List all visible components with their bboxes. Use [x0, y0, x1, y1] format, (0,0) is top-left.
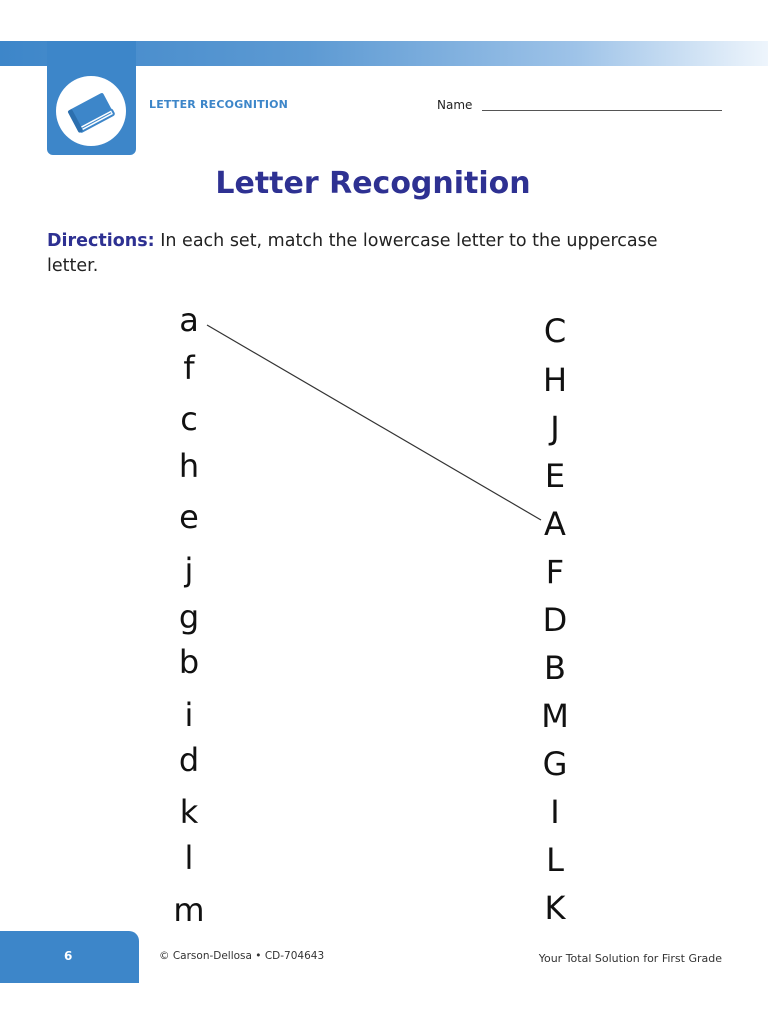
footer-tagline: Your Total Solution for First Grade	[538, 952, 722, 965]
lowercase-letter[interactable]: k	[179, 793, 199, 831]
uppercase-letter[interactable]: A	[544, 505, 566, 543]
lowercase-letter[interactable]: l	[184, 839, 194, 877]
uppercase-letter[interactable]: B	[544, 649, 566, 687]
lowercase-letter[interactable]: g	[178, 598, 200, 636]
name-label: Name	[437, 98, 473, 112]
uppercase-letter[interactable]: E	[544, 457, 566, 495]
lowercase-letter[interactable]: m	[173, 891, 205, 929]
uppercase-letter[interactable]: C	[543, 312, 567, 350]
uppercase-letter[interactable]: J	[550, 409, 560, 447]
uppercase-letter[interactable]: M	[541, 697, 569, 735]
uppercase-letter[interactable]: G	[542, 745, 568, 783]
uppercase-letter[interactable]: K	[544, 889, 566, 927]
uppercase-letter[interactable]: I	[550, 793, 560, 831]
uppercase-letter[interactable]: F	[545, 553, 565, 591]
lowercase-letter[interactable]: h	[178, 447, 200, 485]
lowercase-letter[interactable]: a	[179, 301, 199, 339]
directions-text: In each set, match the lowercase letter to the uppercase letter.	[47, 231, 658, 276]
uppercase-letter[interactable]: D	[542, 601, 568, 639]
lowercase-letter[interactable]: f	[183, 349, 195, 387]
directions-label: Directions:	[47, 231, 155, 251]
lowercase-letter[interactable]: b	[178, 643, 200, 681]
page-number: 6	[64, 949, 73, 963]
page-title: Letter Recognition	[215, 166, 531, 201]
lowercase-letter[interactable]: e	[179, 498, 199, 536]
uppercase-letter[interactable]: L	[546, 841, 564, 879]
uppercase-letter[interactable]: H	[542, 361, 568, 399]
lowercase-letter[interactable]: c	[180, 400, 198, 438]
lowercase-letter[interactable]: i	[184, 696, 194, 734]
section-label: LETTER RECOGNITION	[149, 98, 289, 111]
copyright-text: © Carson-Dellosa • CD-704643	[159, 950, 325, 962]
lowercase-letter[interactable]: j	[184, 551, 194, 589]
lowercase-letter[interactable]: d	[178, 741, 200, 779]
match-line-a-to-A	[207, 325, 541, 520]
